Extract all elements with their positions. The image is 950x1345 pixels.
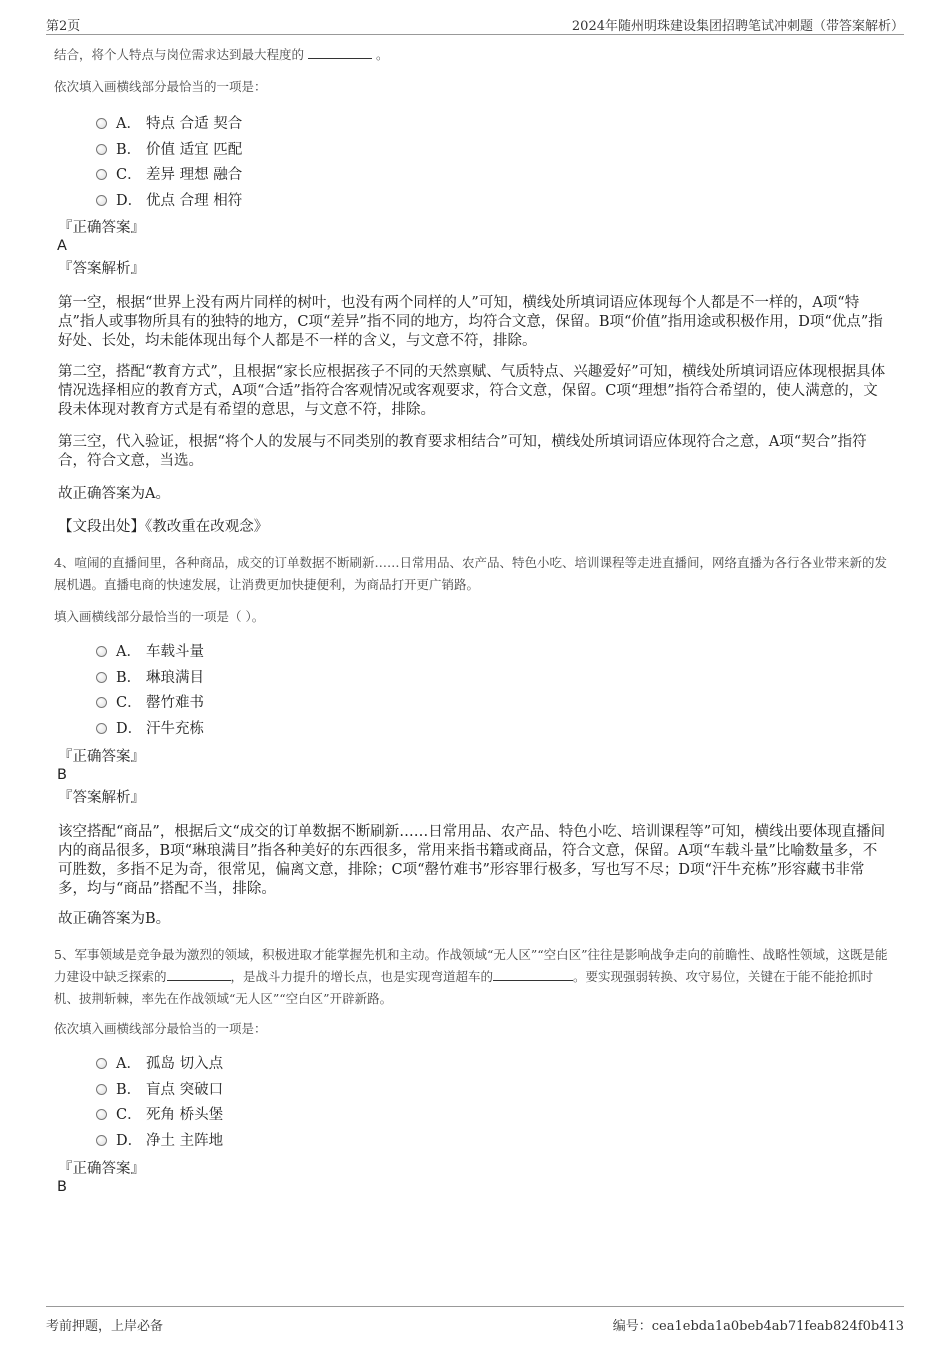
q4-analysis-label: 『答案解析』 bbox=[58, 790, 145, 806]
option-text: 价值 适宜 匹配 bbox=[146, 141, 243, 158]
q3-stem-text: 结合，将个人特点与岗位需求达到最大程度的 bbox=[54, 47, 305, 62]
radio-icon[interactable] bbox=[96, 723, 107, 734]
radio-icon[interactable] bbox=[96, 672, 107, 683]
q3-conclusion: 故正确答案为A。 bbox=[58, 486, 170, 502]
q3-analysis-label: 『答案解析』 bbox=[58, 261, 145, 277]
option-a[interactable] bbox=[96, 1052, 223, 1078]
option-letter: D． bbox=[116, 1132, 143, 1149]
radio-icon[interactable] bbox=[96, 169, 107, 180]
option-letter: B． bbox=[116, 1081, 142, 1098]
radio-icon[interactable] bbox=[96, 195, 107, 206]
q5-stem-part1: 5、军事领域是竞争最为激烈的领域，积极进取才能掌握先机和主动。作战领域“无人区”“空白区”往往是影响战争走向的前瞻性、战略性领域，这既是能力建设中缺乏探索的 bbox=[54, 947, 888, 984]
q3-prompt: 依次填入画横线部分最恰当的一项是： bbox=[54, 79, 267, 94]
q3-stem-end: 。 bbox=[375, 47, 389, 62]
option-letter: C． bbox=[116, 695, 142, 711]
page-header bbox=[46, 14, 904, 35]
q5-prompt: 依次填入画横线部分最恰当的一项是： bbox=[54, 1021, 267, 1036]
page-number: 第2页 bbox=[46, 19, 81, 34]
q4-conclusion: 故正确答案为B。 bbox=[58, 911, 171, 927]
q4-options bbox=[96, 640, 204, 742]
option-letter: C． bbox=[116, 1107, 142, 1123]
option-letter: B． bbox=[116, 141, 142, 158]
q4-analysis-p1: 该空搭配“商品”，根据后文“成交的订单数据不断刷新……日常用品、农产品、特色小吃、培训课程等”可知，横线出要体现直播间内的商品很多，B项“琳琅满目”指各种美好的东西很多，常用来指书籍或商品，符合文意，保留。A项“车载斗量”比喻数量多，不可胜数，多指不足为奇，很常见，偏离文意，排除；C项“罄竹难书”形容罪行极多，写也写不尽；D项“汗牛充栋”形容藏书非常多，均与“商品”搭配不当，排除。 bbox=[58, 824, 886, 897]
page-footer bbox=[46, 1306, 904, 1333]
q5-stem bbox=[54, 944, 894, 1010]
q5-blank-1 bbox=[167, 968, 231, 981]
q3-analysis-p1: 第一空，根据“世界上没有两片同样的树叶，也没有两个同样的人”可知，横线处所填词语应体现每个人都是不一样的，A项“特点”指人或事物所具有的独特的地方，C项“差异”指不同的地方，均符合文意，保留。B项“价值”指用途或积极作用，D项“优点”指好处、长处，均未能体现出每个人都是不一样的含义，与文意不符，排除。 bbox=[58, 295, 883, 349]
option-d[interactable] bbox=[96, 189, 242, 215]
option-text: 特点 合适 契合 bbox=[146, 116, 243, 132]
option-b[interactable] bbox=[96, 666, 204, 692]
option-letter: D． bbox=[116, 720, 143, 737]
option-text: 汗牛充栋 bbox=[146, 720, 204, 737]
radio-icon[interactable] bbox=[96, 697, 107, 708]
option-text: 差异 理想 融合 bbox=[146, 167, 243, 183]
q5-answer: B bbox=[57, 1179, 67, 1195]
radio-icon[interactable] bbox=[96, 1109, 107, 1120]
radio-icon[interactable] bbox=[96, 646, 107, 657]
radio-icon[interactable] bbox=[96, 1058, 107, 1069]
footer-slogan: 考前押题，上岸必备 bbox=[46, 1319, 164, 1334]
option-letter: D． bbox=[116, 192, 143, 209]
option-c[interactable] bbox=[96, 1103, 223, 1129]
radio-icon[interactable] bbox=[96, 1084, 107, 1095]
option-letter: B． bbox=[116, 669, 142, 686]
option-letter: A． bbox=[116, 1056, 141, 1072]
option-c[interactable] bbox=[96, 163, 242, 189]
option-text: 优点 合理 相符 bbox=[146, 192, 243, 209]
q3-analysis-p3: 第三空，代入验证，根据“将个人的发展与不同类别的教育要求相结合”可知，横线处所填词语应体现符合之意，A项“契合”指符合，符合文意，当选。 bbox=[58, 434, 867, 469]
option-b[interactable] bbox=[96, 138, 242, 164]
q5-options bbox=[96, 1052, 223, 1154]
radio-icon[interactable] bbox=[96, 118, 107, 129]
q3-answer: A bbox=[57, 238, 67, 254]
document-code: 编号：cea1ebda1a0beb4ab71feab824f0b413 bbox=[612, 1319, 904, 1334]
option-d[interactable] bbox=[96, 1129, 223, 1155]
option-b[interactable] bbox=[96, 1078, 223, 1104]
q4-answer-label: 『正确答案』 bbox=[58, 749, 145, 765]
q3-stem-tail bbox=[54, 44, 389, 66]
option-letter: A． bbox=[116, 116, 141, 132]
q4-answer: B bbox=[57, 767, 67, 783]
option-d[interactable] bbox=[96, 717, 204, 743]
option-text: 死角 桥头堡 bbox=[146, 1107, 224, 1123]
q3-source: 【文段出处】《教改重在改观念》 bbox=[58, 519, 269, 535]
option-letter: C． bbox=[116, 167, 142, 183]
option-a[interactable] bbox=[96, 112, 242, 138]
radio-icon[interactable] bbox=[96, 1135, 107, 1146]
q4-stem: 4、喧闹的直播间里，各种商品，成交的订单数据不断刷新……日常用品、农产品、特色小吃、培训课程等走进直播间，网络直播为各行各业带来新的发展机遇。直播电商的快速发展，让消费更加快捷便利，为商品打开更广销路。 bbox=[54, 555, 887, 592]
document-title: 2024年随州明珠建设集团招聘笔试冲刺题（带答案解析） bbox=[571, 19, 904, 34]
option-text: 琳琅满目 bbox=[146, 669, 204, 686]
q3-answer-label: 『正确答案』 bbox=[58, 220, 145, 236]
q5-blank-2 bbox=[493, 968, 573, 981]
option-text: 净土 主阵地 bbox=[146, 1132, 224, 1149]
q5-stem-part2: ，是战斗力提升的增长点，也是实现弯道超车的 bbox=[230, 969, 494, 984]
q5-stem-part3: 。要实现强弱转换、攻守易位，关键在于能不能抢抓时机、披荆斩棘，率先在作战领域“无人区”“空白区”开辟新路。 bbox=[54, 969, 874, 1006]
q3-options bbox=[96, 112, 242, 214]
q3-analysis-p2: 第二空，搭配“教育方式”，且根据“家长应根据孩子不同的天然禀赋、气质特点、兴趣爱好”可知，横线处所填词语应体现根据具体情况选择相应的教育方式，A项“合适”指符合客观情况或客观要求，符合文意，保留。C项“理想”指符合希望的，使人满意的，文段未体现对教育方式是有希望的意思，与文意不符，排除。 bbox=[58, 364, 886, 418]
option-text: 孤岛 切入点 bbox=[146, 1056, 224, 1072]
option-letter: A． bbox=[116, 644, 141, 660]
q4-prompt: 填入画横线部分最恰当的一项是（ ）。 bbox=[54, 609, 265, 624]
option-text: 车载斗量 bbox=[146, 644, 204, 660]
option-a[interactable] bbox=[96, 640, 204, 666]
q5-answer-label: 『正确答案』 bbox=[58, 1161, 145, 1177]
q3-blank bbox=[308, 46, 372, 59]
option-c[interactable] bbox=[96, 691, 204, 717]
option-text: 罄竹难书 bbox=[146, 695, 204, 711]
radio-icon[interactable] bbox=[96, 144, 107, 155]
option-text: 盲点 突破口 bbox=[146, 1081, 224, 1098]
